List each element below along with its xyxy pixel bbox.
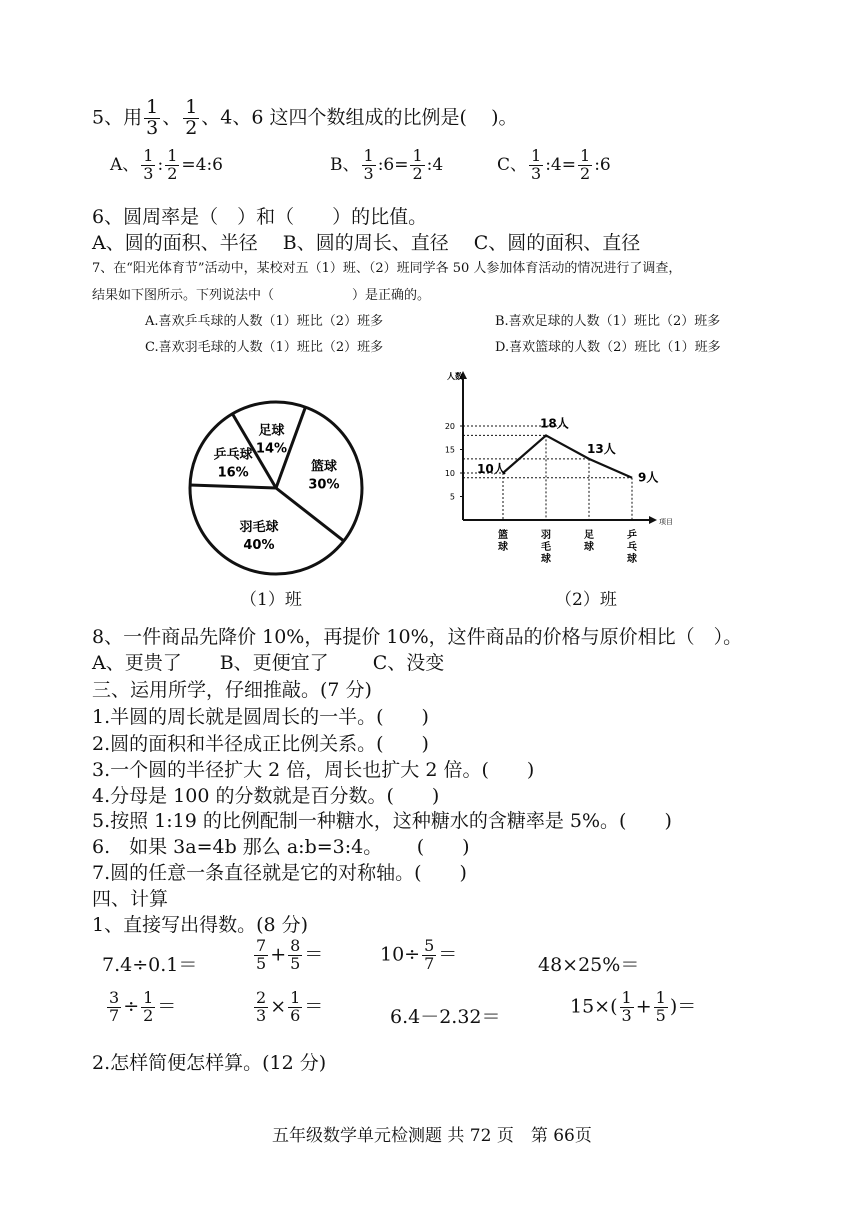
pie-slice-label-0: 30% xyxy=(308,477,340,493)
q7-option-b: B.喜欢足球的人数（1）班比（2）班多 xyxy=(495,314,721,329)
x-axis-arrow xyxy=(649,516,657,524)
pie-slice-label-3: 14% xyxy=(255,441,288,457)
category-label-0-0: 篮 xyxy=(498,530,508,541)
point-label-0: 10人 xyxy=(477,462,506,476)
pie-slice-label-1: 40% xyxy=(243,537,275,553)
pie-slice-label-2: 16% xyxy=(217,465,249,481)
calc-4: 48×25%＝ xyxy=(538,954,640,976)
judge-item-7: 7.圆的任意一条直径就是它的对称轴。( ) xyxy=(92,862,467,884)
category-label-3-1: 乓 xyxy=(627,542,637,553)
category-label-3-2: 球 xyxy=(627,554,637,565)
judge-item-6: 6. 如果 3a=4b 那么 a:b=3:4。 ( ) xyxy=(92,836,470,858)
point-label-1: 18人 xyxy=(540,416,569,431)
calc-6: $\frac{2}{3}$ × $\frac{1}{6}$ ＝ xyxy=(256,988,324,1025)
judge-item-4: 4.分母是 100 的分数就是百分数。( ) xyxy=(92,785,440,807)
pie-slice-name-2: 乒乓球 xyxy=(213,447,253,463)
section4-title: 四、计算 xyxy=(92,888,169,910)
pie-slice-name-3: 足球 xyxy=(258,423,285,439)
line-caption: （2）班 xyxy=(555,590,617,610)
judge-item-2: 2.圆的面积和半径成正比例关系。( ) xyxy=(92,733,429,755)
category-label-1-2: 球 xyxy=(541,554,551,565)
calc-8: 15×( $\frac{1}{3}$ + $\frac{1}{5}$ )＝ xyxy=(570,988,697,1025)
section4-sub1: 1、直接写出得数。(8 分) xyxy=(92,914,309,936)
point-label-3: 9人 xyxy=(638,470,659,485)
category-label-2-0: 足 xyxy=(584,530,594,541)
pie-slice-name-1: 羽毛球 xyxy=(239,519,279,535)
section3-title: 三、运用所学，仔细推敲。(7 分) xyxy=(92,679,372,701)
q7-option-d: D.喜欢篮球的人数（2）班比（1）班多 xyxy=(495,340,721,355)
calc-3: 10÷ $\frac{5}{7}$ ＝ xyxy=(380,936,458,973)
q7-option-c: C.喜欢羽毛球的人数（1）班比（2）班多 xyxy=(145,340,384,355)
calc-5: $\frac{3}{7}$ ÷ $\frac{1}{2}$ ＝ xyxy=(109,988,177,1025)
point-label-2: 13人 xyxy=(587,441,616,456)
page-footer: 五年级数学单元检测题 共 72 页 第 66页 xyxy=(272,1126,592,1146)
category-label-1-0: 羽 xyxy=(541,530,551,541)
judge-item-3: 3.一个圆的半径扩大 2 倍，周长也扩大 2 倍。( ) xyxy=(92,759,535,781)
q6-stem: 6、圆周率是（ ）和（ ）的比值。 xyxy=(92,206,428,228)
judge-item-1: 1.半圆的周长就是圆周长的一半。( ) xyxy=(92,706,429,728)
category-label-3-0: 乒 xyxy=(627,530,637,541)
q7-stem-line1: 7、在“阳光体育节”活动中，某校对五（1）班、（2）班同学各 50 人参加体育活动的情况进行了调查， xyxy=(92,261,682,276)
y-tick-label-1: 10 xyxy=(444,469,455,478)
pie-caption: （1）班 xyxy=(240,590,302,610)
judge-item-5: 5.按照 1:19 的比例配制一种糖水，这种糖水的含糖率是 5%。( ) xyxy=(92,810,672,832)
pie-chart-class1 xyxy=(180,390,380,590)
category-label-1-1: 毛 xyxy=(541,542,551,553)
line-chart-class2 xyxy=(425,365,673,580)
y-tick-label-3: 20 xyxy=(444,422,455,431)
q5-stem: 5、用 $\frac{1}{3}$ 、 $\frac{1}{2}$ 、4、6 这四个数组成的比例是( )。 xyxy=(92,96,518,139)
y-tick-label-0: 5 xyxy=(449,492,455,502)
pie-slice-name-0: 篮球 xyxy=(310,459,337,475)
section4-sub2: 2.怎样简便怎样算。(12 分) xyxy=(92,1052,327,1074)
y-axis-label: 人数 xyxy=(447,372,463,381)
q6-options: A、圆的面积、半径 B、圆的周长、直径 C、圆的面积、直径 xyxy=(92,232,641,254)
q5-option-a: A、 $\frac{1}{3}$ : $\frac{1}{2}$ =4:6 xyxy=(110,146,223,183)
q5-option-b: B、 $\frac{1}{3}$ :6= $\frac{1}{2}$ :4 xyxy=(330,146,444,183)
y-tick-label-2: 15 xyxy=(444,445,455,455)
q7-stem-line2: 结果如下图所示。下列说法中（ ）是正确的。 xyxy=(92,288,431,303)
q8-options: A、更贵了 B、更便宜了 C、没变 xyxy=(92,652,445,674)
x-axis-label: 项目 xyxy=(659,518,673,526)
q8-stem: 8、一件商品先降价 10%，再提价 10%，这件商品的价格与原价相比（ ）。 xyxy=(92,626,743,648)
q5-option-c: C、 $\frac{1}{3}$ :4= $\frac{1}{2}$ :6 xyxy=(497,146,611,183)
q7-option-a: A.喜欢乒乓球的人数（1）班比（2）班多 xyxy=(145,314,384,329)
category-label-2-1: 球 xyxy=(584,542,594,553)
calc-2: $\frac{7}{5}$ + $\frac{8}{5}$ ＝ xyxy=(256,936,324,973)
calc-1: 7.4÷0.1＝ xyxy=(102,954,198,976)
category-label-0-1: 球 xyxy=(498,542,508,553)
calc-7: 6.4－2.32＝ xyxy=(390,1006,501,1028)
